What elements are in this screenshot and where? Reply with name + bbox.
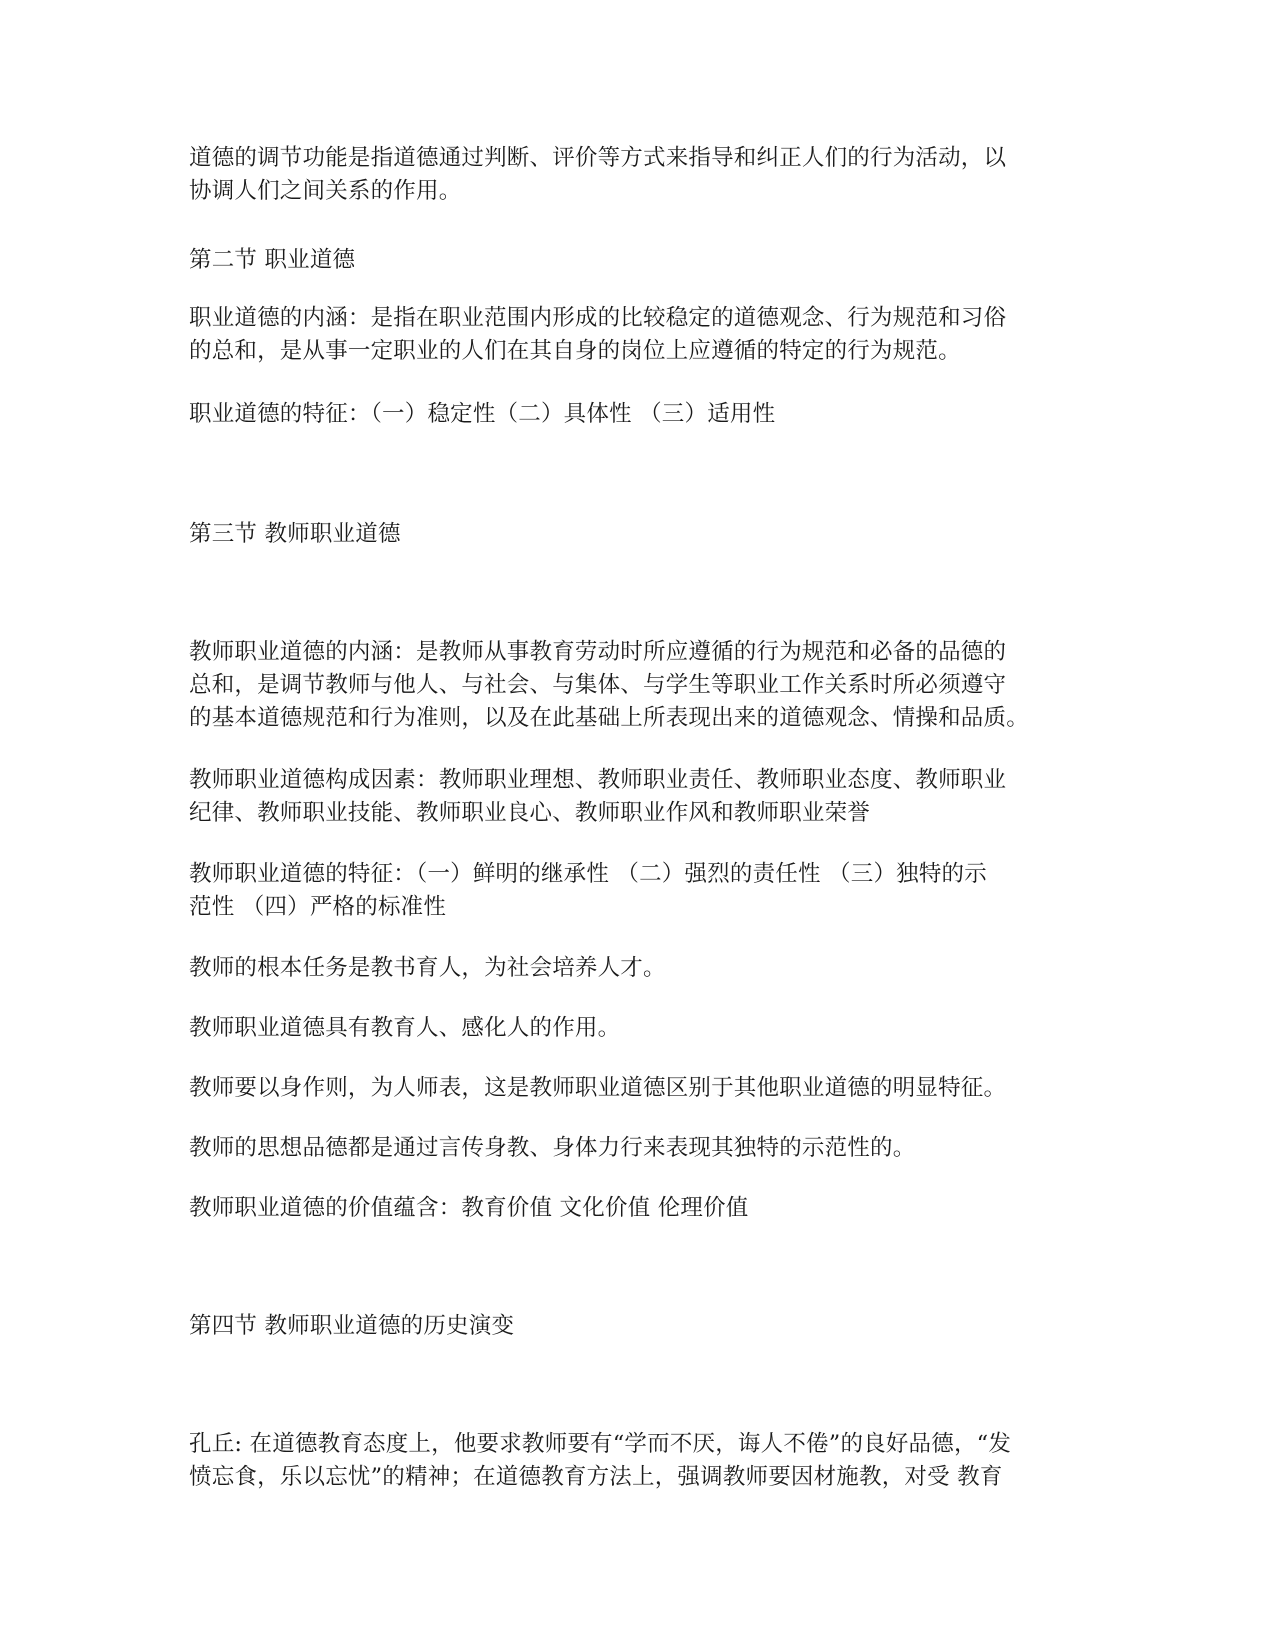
paragraph-fundamental-task xyxy=(189,952,1089,985)
text-line: 教师职业道德的特征：（一）鲜明的继承性 （二）强烈的责任性 （三）独特的示 xyxy=(189,861,987,887)
text-line: 职业道德的特征：（一）稳定性（二）具体性 （三）适用性 xyxy=(189,401,776,427)
text-line: 道德的调节功能是指道德通过判断、评价等方式来指导和纠正人们的行为活动，以 xyxy=(189,145,1007,171)
paragraph-regulation-function xyxy=(189,142,1089,208)
text-line: 总和，是调节教师与他人、与社会、与集体、与学生等职业工作关系时所必须遵守 xyxy=(189,672,1007,698)
paragraph-teacher-ethics-factors xyxy=(189,764,1089,830)
paragraph-confucius xyxy=(189,1428,1089,1494)
text-line: 教师的思想品德都是通过言传身教、身体力行来表现其独特的示范性的。 xyxy=(189,1135,916,1161)
paragraph-prof-ethics-meaning xyxy=(189,302,1089,368)
text-line: 协调人们之间关系的作用。 xyxy=(189,178,462,204)
paragraph-thought-character xyxy=(189,1132,1089,1165)
text-line: 职业道德的内涵：是指在职业范围内形成的比较稳定的道德观念、行为规范和习俗 xyxy=(189,305,1007,331)
text-line: 孔丘: 在道德教育态度上，他要求教师要有“学而不厌，诲人不倦”的良好品德，“发 xyxy=(189,1431,1012,1457)
paragraph-teacher-ethics-meaning xyxy=(189,636,1089,735)
paragraph-educative-role xyxy=(189,1012,1089,1045)
text-line: 教师的根本任务是教书育人，为社会培养人才。 xyxy=(189,955,666,981)
text-line: 的基本道德规范和行为准则，以及在此基础上所表现出来的道德观念、情操和品质。 xyxy=(189,705,1029,731)
text-line: 教师要以身作则，为人师表，这是教师职业道德区别于其他职业道德的明显特征。 xyxy=(189,1075,1007,1101)
paragraph-teacher-ethics-features xyxy=(189,858,1089,924)
text-line: 教师职业道德具有教育人、感化人的作用。 xyxy=(189,1015,621,1041)
text-line: 的总和，是从事一定职业的人们在其自身的岗位上应遵循的特定的行为规范。 xyxy=(189,338,961,364)
text-line: 教师职业道德的内涵：是教师从事教育劳动时所应遵循的行为规范和必备的品德的 xyxy=(189,639,1007,665)
text-line: 愤忘食，乐以忘忧”的精神；在道德教育方法上，强调教师要因材施教，对受 教育 xyxy=(189,1464,1003,1490)
text-line: 教师职业道德的价值蕴含：教育价值 文化价值 伦理价值 xyxy=(189,1195,749,1221)
text-line: 教师职业道德构成因素：教师职业理想、教师职业责任、教师职业态度、教师职业 xyxy=(189,767,1007,793)
section-heading-2: 第二节 职业道德 xyxy=(189,247,356,273)
paragraph-prof-ethics-features xyxy=(189,398,1089,431)
text-line: 纪律、教师职业技能、教师职业良心、教师职业作风和教师职业荣誉 xyxy=(189,800,871,826)
paragraph-role-model xyxy=(189,1072,1089,1105)
text-line: 范性 （四）严格的标准性 xyxy=(189,894,447,920)
section-heading-4: 第四节 教师职业道德的历史演变 xyxy=(189,1313,515,1339)
section-heading-3: 第三节 教师职业道德 xyxy=(189,521,401,547)
paragraph-value xyxy=(189,1192,1089,1225)
